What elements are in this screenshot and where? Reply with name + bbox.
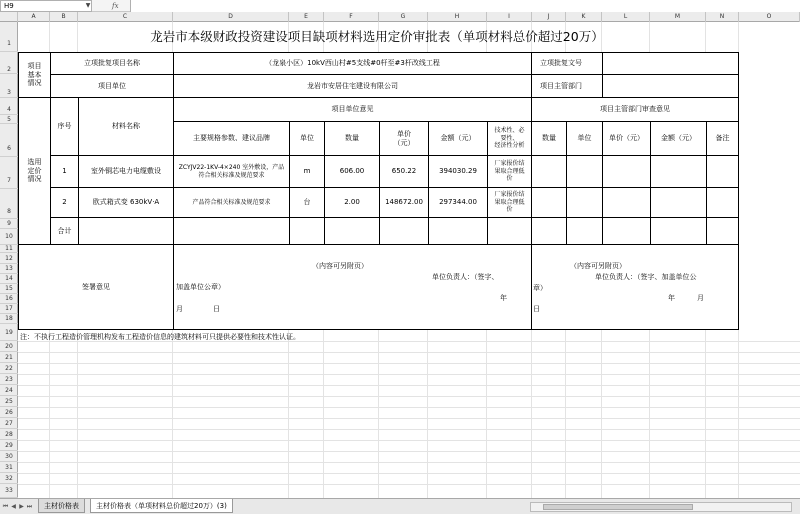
header-dept-unit[interactable]: 单位 <box>566 121 603 156</box>
column-header-j[interactable]: J <box>532 12 566 22</box>
column-header-o[interactable]: O <box>739 12 800 22</box>
sheet-tab-2[interactable]: 主材价格表（单项材料总价超过20万）(3) <box>90 499 233 513</box>
row1-price[interactable]: 650.22 <box>379 155 429 188</box>
row1-name[interactable]: 室外铜芯电力电缆敷设 <box>78 155 174 188</box>
chevron-down-icon[interactable]: ▼ <box>85 2 91 9</box>
row2-dept-price[interactable] <box>602 187 651 218</box>
row-header-4[interactable]: 4 <box>0 98 18 115</box>
next-sheet-icon[interactable]: ▶ <box>19 503 24 510</box>
row-header-28[interactable]: 28 <box>0 429 18 440</box>
total-price[interactable] <box>379 217 429 245</box>
column-header-f[interactable]: F <box>324 12 379 22</box>
header-spec[interactable]: 主要规格参数、建议品牌 <box>173 121 290 156</box>
dept-label[interactable]: 项目主管部门 <box>531 74 603 98</box>
row2-amount[interactable]: 297344.00 <box>428 187 488 218</box>
signoff-right-stamp: 章） <box>533 284 547 292</box>
function-icon[interactable]: fx <box>112 2 119 10</box>
signoff-right-month: 月 <box>697 294 704 302</box>
total-analysis[interactable] <box>487 217 532 245</box>
header-dept-note[interactable]: 备注 <box>706 121 739 156</box>
row-header-27[interactable]: 27 <box>0 418 18 429</box>
column-header-b[interactable]: B <box>50 12 78 22</box>
column-header-a[interactable]: A <box>18 12 50 22</box>
row-header-18[interactable]: 18 <box>0 314 18 324</box>
row1-unit[interactable]: m <box>289 155 325 188</box>
header-qty[interactable]: 数量 <box>324 121 380 156</box>
header-dept-price[interactable]: 单价（元） <box>602 121 651 156</box>
row-header-12[interactable]: 12 <box>0 253 18 264</box>
page-title: 龙岩市本级财政投资建设项目缺项材料选用定价审批表（单项材料总价超过20万） <box>150 29 604 44</box>
row1-dept-amount[interactable] <box>650 155 707 188</box>
footnote: 注：不执行工程造价管理机构发布工程造价信息的建筑材料可只提供必要性和技术性认证。 <box>20 333 300 341</box>
dept-value[interactable] <box>602 74 739 98</box>
signoff-right-day: 日 <box>533 305 540 313</box>
total-label[interactable]: 合计 <box>50 217 79 245</box>
signoff-dept-box[interactable] <box>531 244 739 330</box>
unit-opinion-header[interactable]: 项目单位意见 <box>173 97 532 122</box>
column-header-k[interactable]: K <box>566 12 602 22</box>
header-dept-qty[interactable]: 数量 <box>531 121 567 156</box>
row2-dept-unit[interactable] <box>566 187 603 218</box>
last-sheet-icon[interactable]: ⏭ <box>26 503 33 510</box>
signoff-right-responsible: 单位负责人：（签字、加盖单位公 <box>595 273 697 281</box>
row1-amount[interactable]: 394030.29 <box>428 155 488 188</box>
header-analysis[interactable]: 技术性、必 要性、 经济性分析 <box>487 121 532 156</box>
row1-qty[interactable]: 606.00 <box>324 155 380 188</box>
row-header-30[interactable]: 30 <box>0 451 18 462</box>
signoff-left-year: 年 <box>500 294 507 302</box>
total-spec[interactable] <box>173 217 290 245</box>
row-header-13[interactable]: 13 <box>0 264 18 274</box>
row1-dept-qty[interactable] <box>531 155 567 188</box>
row-header-3[interactable]: 3 <box>0 74 18 98</box>
signoff-left-attachment: （内容可另附页） <box>312 262 368 270</box>
row2-analysis[interactable]: 厂家报价结 果取合理低 价 <box>487 187 532 218</box>
approval-doc-value[interactable] <box>602 52 739 75</box>
row2-qty[interactable]: 2.00 <box>324 187 380 218</box>
total-dept-unit[interactable] <box>566 217 603 245</box>
first-sheet-icon[interactable]: ⏮ <box>2 503 9 510</box>
column-header-m[interactable]: M <box>650 12 706 22</box>
scrollbar-thumb[interactable] <box>543 504 693 510</box>
row-header-32[interactable]: 32 <box>0 473 18 484</box>
total-amount[interactable] <box>428 217 488 245</box>
approval-name-label[interactable]: 立项批复项目名称 <box>50 52 174 75</box>
project-unit-label[interactable]: 项目单位 <box>50 74 174 98</box>
approval-doc-label[interactable]: 立项批复文号 <box>531 52 603 75</box>
row-header-8[interactable]: 8 <box>0 189 18 219</box>
row-header-1[interactable]: 1 <box>0 22 18 52</box>
column-header-e[interactable]: E <box>289 12 324 22</box>
row1-seq[interactable]: 1 <box>50 155 79 188</box>
row2-name[interactable]: 欧式箱式变 630kV·A <box>78 187 174 218</box>
column-header-h[interactable]: H <box>428 12 487 22</box>
row-header-20[interactable]: 20 <box>0 341 18 352</box>
row1-dept-price[interactable] <box>602 155 651 188</box>
signoff-right-attachment: （内容可另附页） <box>570 262 626 270</box>
signoff-left-stamp: 加盖单位公章） <box>176 283 225 291</box>
signoff-left-month: 月 <box>176 305 183 313</box>
total-dept-amount[interactable] <box>650 217 707 245</box>
row-header-23[interactable]: 23 <box>0 374 18 385</box>
row1-dept-unit[interactable] <box>566 155 603 188</box>
signoff-right-year: 年 <box>668 294 675 302</box>
dept-opinion-header[interactable]: 项目主管部门审查意见 <box>531 97 739 122</box>
row-header-16[interactable]: 16 <box>0 294 18 304</box>
row-header-31[interactable]: 31 <box>0 462 18 473</box>
header-unit[interactable]: 单位 <box>289 121 325 156</box>
row2-price[interactable]: 148672.00 <box>379 187 429 218</box>
column-header-g[interactable]: G <box>379 12 428 22</box>
row-header-22[interactable]: 22 <box>0 363 18 374</box>
row-header-6[interactable]: 6 <box>0 124 18 157</box>
row-header-15[interactable]: 15 <box>0 284 18 294</box>
row-header-25[interactable]: 25 <box>0 396 18 407</box>
header-price[interactable]: 单价 （元） <box>379 121 429 156</box>
total-dept-qty[interactable] <box>531 217 567 245</box>
row-header-2[interactable]: 2 <box>0 52 18 74</box>
row2-dept-note[interactable] <box>706 187 739 218</box>
total-unit[interactable] <box>289 217 325 245</box>
column-header-d[interactable]: D <box>173 12 289 22</box>
name-box[interactable]: H9 <box>0 0 92 12</box>
row2-spec[interactable]: 产品符合相关标准及规范要求 <box>173 187 290 218</box>
row1-analysis[interactable]: 厂家报价结 果取合理低 价 <box>487 155 532 188</box>
signoff-left-responsible: 单位负责人：（签字、 <box>432 273 499 281</box>
row-header-19[interactable]: 19 <box>0 324 18 341</box>
section-label[interactable]: 选用 定价 情况 <box>18 97 51 245</box>
row2-dept-amount[interactable] <box>650 187 707 218</box>
row-header-7[interactable]: 7 <box>0 157 18 189</box>
row-header-10[interactable]: 10 <box>0 229 18 245</box>
signoff-label[interactable]: 签署意见 <box>18 244 174 330</box>
row-header-17[interactable]: 17 <box>0 304 18 314</box>
row2-unit[interactable]: 台 <box>289 187 325 218</box>
row-header-11[interactable]: 11 <box>0 245 18 253</box>
prev-sheet-icon[interactable]: ◀ <box>11 503 16 510</box>
row-header-33[interactable]: 33 <box>0 484 18 498</box>
column-header-i[interactable]: I <box>487 12 532 22</box>
horizontal-scrollbar[interactable] <box>530 502 792 512</box>
row-header-9[interactable]: 9 <box>0 219 18 229</box>
column-header-n[interactable]: N <box>706 12 739 22</box>
signoff-left-day: 日 <box>213 305 220 313</box>
sheet-tabs-bar <box>0 498 800 514</box>
project-unit-value[interactable]: 龙岩市安居住宅建设有限公司 <box>173 74 532 98</box>
column-header-l[interactable]: L <box>602 12 650 22</box>
total-qty[interactable] <box>324 217 380 245</box>
row-header-24[interactable]: 24 <box>0 385 18 396</box>
row-header-21[interactable]: 21 <box>0 352 18 363</box>
row2-dept-qty[interactable] <box>531 187 567 218</box>
row-header-26[interactable]: 26 <box>0 407 18 418</box>
total-dept-note[interactable] <box>706 217 739 245</box>
signoff-unit-box[interactable] <box>173 244 532 330</box>
row-header-14[interactable]: 14 <box>0 274 18 284</box>
total-dept-price[interactable] <box>602 217 651 245</box>
row2-seq[interactable]: 2 <box>50 187 79 218</box>
header-amount[interactable]: 金额（元） <box>428 121 488 156</box>
header-seq[interactable]: 序号 <box>50 97 79 156</box>
row1-spec[interactable]: ZCYJV22-1KV-4×240 室外敷设，产品符合相关标准及规范要求 <box>173 155 290 188</box>
column-header-c[interactable]: C <box>78 12 173 22</box>
row-header-5[interactable]: 5 <box>0 115 18 124</box>
sheet-tab-1[interactable]: 主材价格表 <box>38 499 85 513</box>
row-header-29[interactable]: 29 <box>0 440 18 451</box>
header-dept-amount[interactable]: 金额（元） <box>650 121 707 156</box>
header-name[interactable]: 材料名称 <box>78 97 174 156</box>
approval-name-value[interactable]: （龙泉小区）10kV西山村#5支线#0杆至#3杆改线工程 <box>173 52 532 75</box>
row1-dept-note[interactable] <box>706 155 739 188</box>
basic-info-label[interactable]: 项目 基本 情况 <box>18 52 51 98</box>
total-name[interactable] <box>78 217 174 245</box>
